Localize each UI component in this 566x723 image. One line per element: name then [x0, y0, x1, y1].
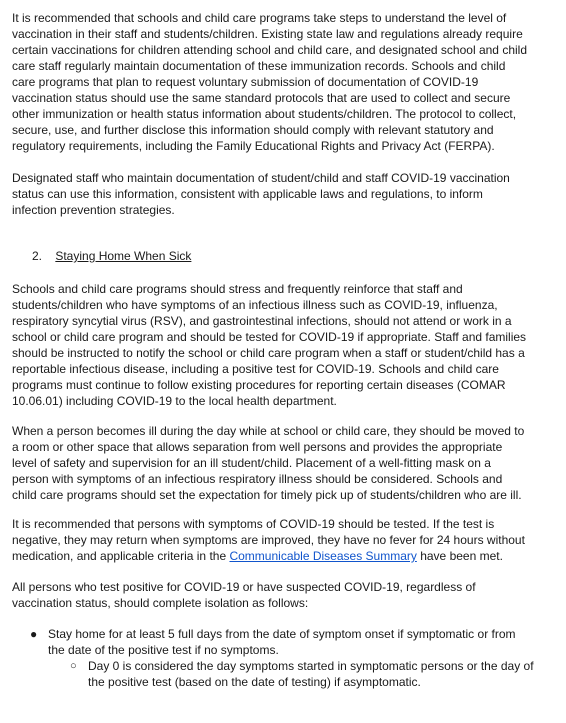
sub-bullet-text: Day 0 is considered the day symptoms started in symptomatic persons or the day of the positive test (based on the date of testing) if asymptomatic. [88, 659, 534, 689]
list-item [30, 626, 530, 658]
section-number: 2. [32, 249, 43, 263]
paragraph-vaccination-level: It is recommended that schools and child care programs take steps to understand the level of vaccination in their staff and students/children. Existing state law and regulations already require certain vaccinations for children attending school and child care, and designated school and child care staff regularly maintain documentation of these immunization records. Schools and child care programs that plan to request voluntary submission of documentation of COVID-19 vaccination status should use the same standard protocols that are used to collect and secure other immunization or health status information about students/children. The protocol to collect, secure, use, and further disclose this information should comply with relevant statutory and regulatory requirements, including the Family Educational Rights and Privacy Act (FERPA). [12, 11, 527, 153]
list-item [70, 658, 540, 690]
sub-bullet-icon: ○ [70, 660, 77, 672]
testing-text-before-link: It is recommended that persons with symptoms of COVID-19 should be tested. If the test is negative, they may return when symptoms are improved, they have no fever for 24 hours without medication, and applicable criteria in the [12, 517, 525, 563]
section-title: Staying Home When Sick [55, 249, 192, 263]
paragraph-testing-symptoms [12, 516, 528, 564]
paragraph-stress-reinforce: Schools and child care programs should stress and frequently reinforce that staff and students/children who have symptoms of an infectious illness such as COVID-19, influenza, respiratory syncytial virus (RSV), and gastrointestinal infections, should not attend or work in a school or child care program and should be tested for COVID-19 if appropriate. Staff and families should be instructed to notify the school or child care program when a staff or student/child has a reportable infectious disease, including a positive test for COVID-19. Schools and child care programs must continue to follow existing procedures for reporting certain diseases (COMAR 10.06.01) including COVID-19 to the local health department. [12, 282, 527, 408]
section-heading-staying-home [32, 248, 191, 264]
bullet-text: Stay home for at least 5 full days from the date of symptom onset if symptomatic or from the date of the positive test if no symptoms. [48, 627, 516, 657]
paragraph-isolation-intro: All persons who test positive for COVID-19 or have suspected COVID-19, regardless of vaccination status, should complete isolation as follows: [12, 580, 476, 610]
paragraph-designated-staff: Designated staff who maintain documentation of student/child and staff COVID-19 vaccination status can use this information, consistent with applicable laws and regulations, to inform infection prevention strategies. [12, 171, 510, 217]
bullet-icon: ● [30, 627, 38, 641]
communicable-diseases-summary-link[interactable]: Communicable Diseases Summary [229, 549, 417, 563]
paragraph-ill-during-day: When a person becomes ill during the day while at school or child care, they should be moved to a room or other space that allows separation from well persons and provides the appropriate level of safety and supervision for an ill student/child. Placement of a well-fitting mask on a person with symptoms of an infectious respiratory illness should be considered. Schools and child care programs should set the expectation for timely pick up of students/children who are ill. [12, 424, 525, 502]
testing-text-after-link: have been met. [416, 549, 503, 563]
